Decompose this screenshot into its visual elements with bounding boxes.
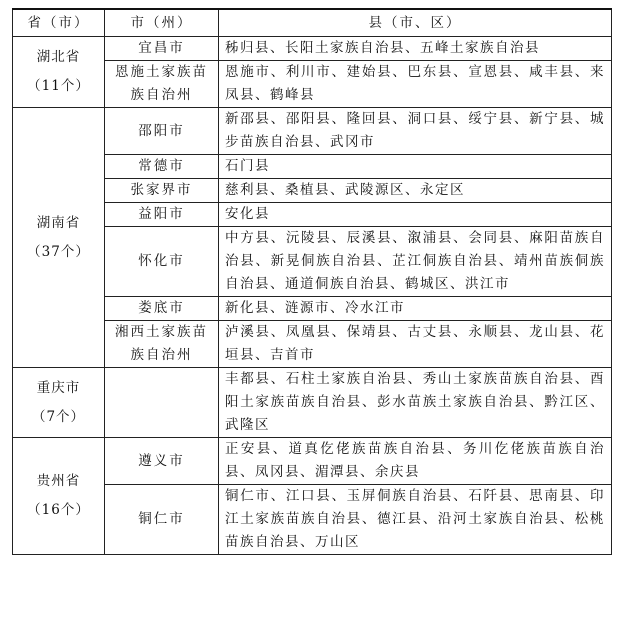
province-count: （7个） [31, 408, 86, 425]
province-cell [13, 37, 105, 108]
city-cell: 张家界市 [105, 179, 219, 203]
province-cell [13, 438, 105, 555]
county-cell: 安化县 [219, 203, 612, 227]
header-province: 省（市） [13, 9, 105, 37]
county-cell: 石门县 [219, 155, 612, 179]
city-cell: 遵义市 [105, 438, 219, 485]
county-cell: 中方县、沅陵县、辰溪县、溆浦县、会同县、麻阳苗族自治县、新晃侗族自治县、芷江侗族自治县、靖州苗族侗族自治县、通道侗族自治县、鹤城区、洪江市 [219, 227, 612, 297]
city-cell: 怀化市 [105, 227, 219, 297]
province-cell [13, 108, 105, 368]
table-row [13, 37, 612, 61]
county-cell: 泸溪县、凤凰县、保靖县、古丈县、永顺县、龙山县、花垣县、吉首市 [219, 321, 612, 368]
province-name: 重庆市 [36, 379, 81, 396]
table-row [13, 438, 612, 485]
city-cell: 常德市 [105, 155, 219, 179]
city-cell: 铜仁市 [105, 485, 219, 555]
region-table [12, 8, 612, 555]
province-count: （11个） [27, 78, 90, 94]
province-name: 贵州省 [36, 473, 81, 489]
table-row [13, 368, 612, 438]
city-cell: 邵阳市 [105, 108, 219, 155]
county-cell: 秭归县、长阳土家族自治县、五峰土家族自治县 [219, 37, 612, 61]
table-header-row [13, 9, 612, 37]
province-count: （16个） [27, 502, 90, 518]
county-cell: 新化县、涟源市、冷水江市 [219, 297, 612, 321]
city-cell: 益阳市 [105, 203, 219, 227]
province-cell [13, 368, 105, 438]
province-name: 湖北省 [36, 49, 81, 65]
city-cell: 湘西土家族苗族自治州 [105, 321, 219, 368]
header-city: 市（州） [105, 9, 219, 37]
city-cell: 宜昌市 [105, 37, 219, 61]
header-county: 县（市、区） [219, 9, 612, 37]
province-name: 湖南省 [36, 214, 81, 231]
county-cell: 恩施市、利川市、建始县、巴东县、宣恩县、咸丰县、来凤县、鹤峰县 [219, 61, 612, 108]
city-cell: 恩施土家族苗族自治州 [105, 61, 219, 108]
county-cell: 新邵县、邵阳县、隆回县、洞口县、绥宁县、新宁县、城步苗族自治县、武冈市 [219, 108, 612, 155]
county-cell: 丰都县、石柱土家族自治县、秀山土家族苗族自治县、酉阳土家族苗族自治县、彭水苗族土家族自治县、黔江区、武隆区 [219, 368, 612, 438]
county-cell: 铜仁市、江口县、玉屏侗族自治县、石阡县、思南县、印江土家族苗族自治县、德江县、沿河土家族自治县、松桃苗族自治县、万山区 [219, 485, 612, 555]
city-cell [105, 368, 219, 438]
table-row [13, 108, 612, 155]
county-cell: 慈利县、桑植县、武陵源区、永定区 [219, 179, 612, 203]
province-count: （37个） [27, 243, 90, 260]
county-cell: 正安县、道真仡佬族苗族自治县、务川仡佬族苗族自治县、凤冈县、湄潭县、余庆县 [219, 438, 612, 485]
city-cell: 娄底市 [105, 297, 219, 321]
